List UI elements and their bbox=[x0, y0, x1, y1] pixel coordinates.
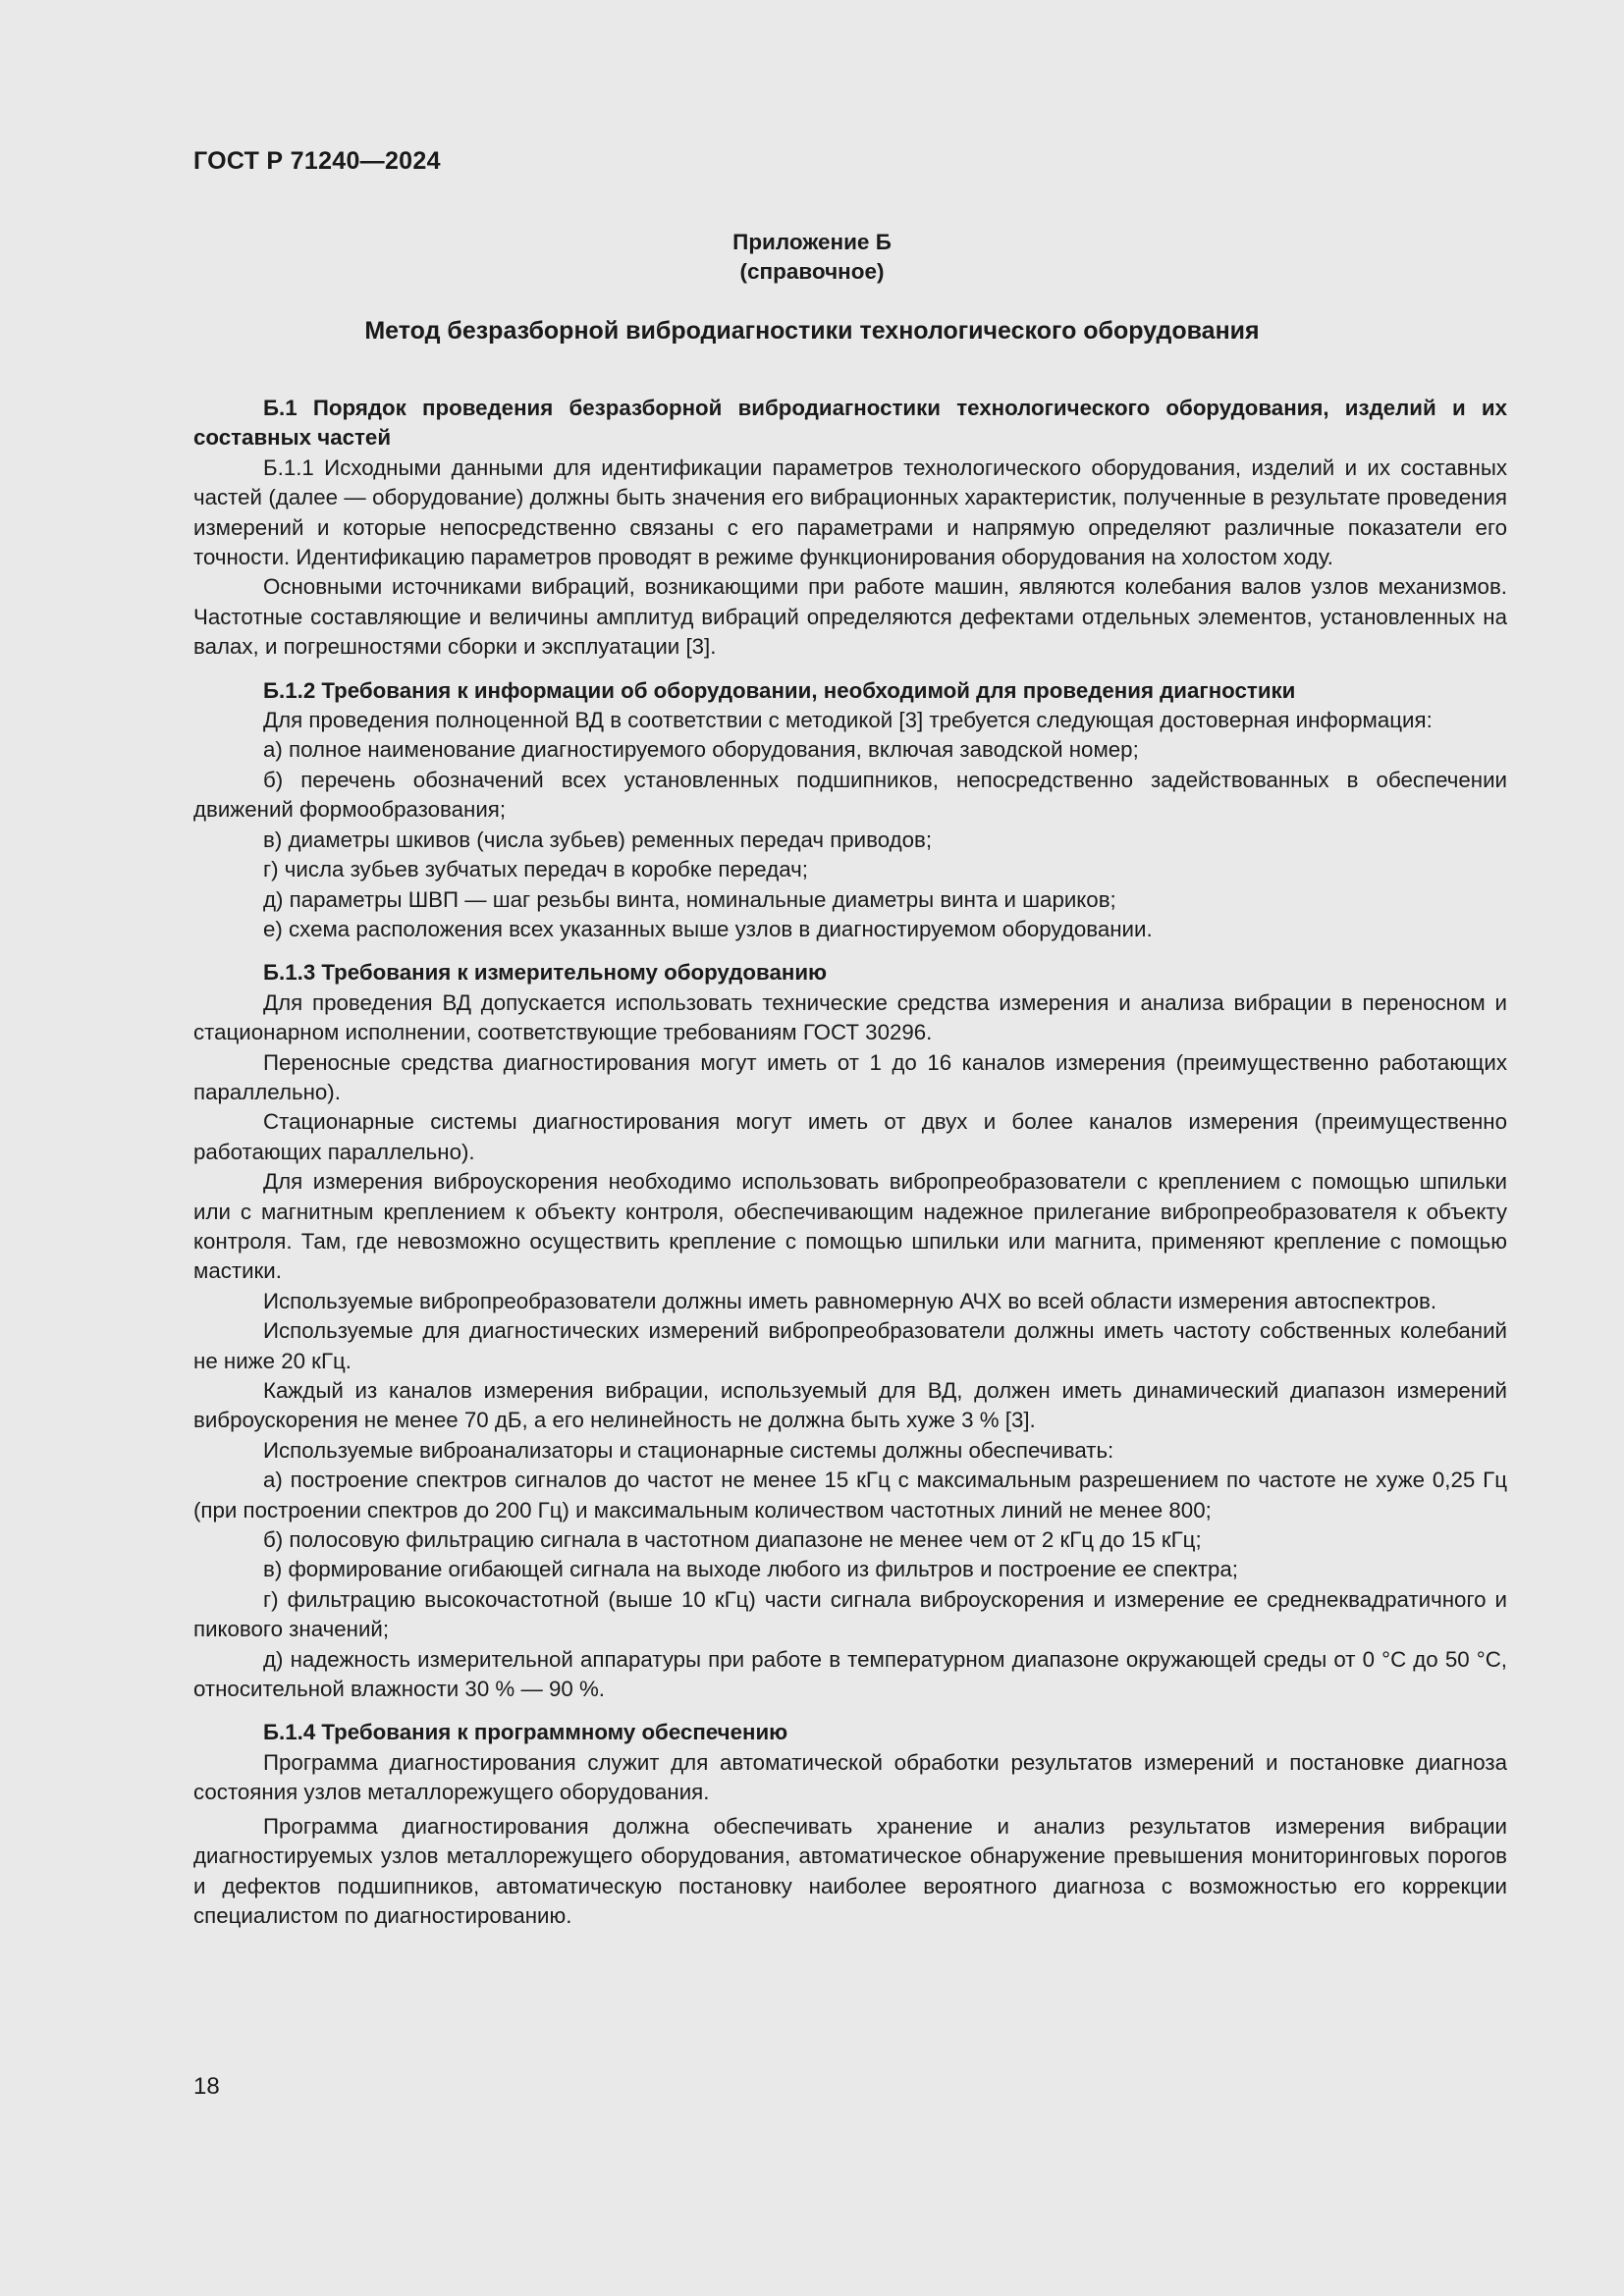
paragraph: Основными источниками вибраций, возникающими при работе машин, являются колебания валов узлов механизмов. Частотные составляющие и величины амплитуд вибраций определяются дефектами отдельных элементов, установленных на валах, и погрешностями сборки и эксплуатации [3]. bbox=[193, 574, 1507, 660]
list-item: г) числа зубьев зубчатых передач в коробке передач; bbox=[263, 857, 808, 882]
appendix-title: Метод безразборной вибродиагностики технологического оборудования bbox=[364, 317, 1260, 345]
section-heading-b13: Б.1.3 Требования к измерительному оборудованию bbox=[263, 960, 828, 986]
section-heading-b14: Б.1.4 Требования к программному обеспечению bbox=[263, 1720, 788, 1745]
paragraph: Используемые вибропреобразователи должны иметь равномерную АЧХ во всей области измерения автоспектров. bbox=[263, 1288, 1437, 1313]
paragraph: Используемые виброанализаторы и стационарные системы должны обеспечивать: bbox=[263, 1437, 1114, 1463]
section-heading-b1: Б.1 Порядок проведения безразборной вибродиагностики технологического оборудования, изделий и их составных частей bbox=[193, 396, 1507, 451]
paragraph: Стационарные системы диагностирования могут иметь от двух и более каналов измерения (преимущественно работающих параллельно). bbox=[193, 1109, 1507, 1164]
paragraph: Для измерения виброускорения необходимо использовать вибропреобразователи с креплением с помощью шпильки или с магнитным креплением к объекту контроля, обеспечивающим надежное прилегание вибропреобразователя к объекту контроля. Там, где невозможно осуществить крепление с помощью шпильки или магнита, применяют крепление с помощью мастики. bbox=[193, 1169, 1507, 1284]
list-item: в) формирование огибающей сигнала на выходе любого из фильтров и построение ее спектра; bbox=[263, 1557, 1238, 1582]
paragraph: Каждый из каналов измерения вибрации, используемый для ВД, должен иметь динамический диапазон измерений виброускорения не менее 70 дБ, а его нелинейность не должна быть хуже 3 % [3]. bbox=[193, 1378, 1507, 1433]
list-item: б) полосовую фильтрацию сигнала в частотном диапазоне не менее чем от 2 кГц до 15 кГц; bbox=[263, 1527, 1202, 1553]
section-heading-b12: Б.1.2 Требования к информации об оборудовании, необходимой для проведения диагностики bbox=[263, 677, 1296, 703]
paragraph: Используемые для диагностических измерений вибропреобразователи должны иметь частоту собственных колебаний не ниже 20 кГц. bbox=[193, 1318, 1507, 1373]
list-item: г) фильтрацию высокочастотной (выше 10 кГц) части сигнала виброускорения и измерение ее среднеквадратичного и пикового значений; bbox=[193, 1586, 1507, 1642]
paragraph: Для проведения ВД допускается использовать технические средства измерения и анализа вибрации в переносном и стационарном исполнении, соответствующие требованиям ГОСТ 30296. bbox=[193, 989, 1507, 1045]
appendix-heading bbox=[0, 228, 1624, 287]
document-body bbox=[193, 394, 1507, 1931]
paragraph: Б.1.1 Исходными данными для идентификации параметров технологического оборудования, изделий и их составных частей (далее — оборудование) должны быть значения его вибрационных характеристик, полученные в результате проведения измерений и которые непосредственно связаны с его параметрами и напрямую определяют различные показатели его точности. Идентификацию параметров проводят в режиме функционирования оборудования на холостом ходу. bbox=[193, 454, 1507, 570]
list-item: б) перечень обозначений всех установленных подшипников, непосредственно задействованных в обеспечении движений формообразования; bbox=[193, 767, 1507, 823]
list-item: в) диаметры шкивов (числа зубьев) ременных передач приводов; bbox=[263, 827, 933, 852]
page-number: 18 bbox=[193, 2073, 220, 2100]
list-item: а) построение спектров сигналов до частот не менее 15 кГц с максимальным разрешением по частоте не хуже 0,25 Гц (при построении спектров до 200 Гц) и максимальным количеством частотных линий не менее 800; bbox=[193, 1468, 1507, 1522]
list-item: а) полное наименование диагностируемого оборудования, включая заводской номер; bbox=[263, 737, 1139, 763]
list-item: д) надежность измерительной аппаратуры при работе в температурном диапазоне окружающей среды от 0 °С до 50 °С, относительной влажности 30 % — 90 %. bbox=[193, 1646, 1507, 1702]
paragraph: Программа диагностирования служит для автоматической обработки результатов измерений и постановке диагноза состояния узлов металлорежущего оборудования. bbox=[193, 1749, 1507, 1805]
list-item: д) параметры ШВП — шаг резьбы винта, номинальные диаметры винта и шариков; bbox=[263, 886, 1116, 912]
paragraph: Переносные средства диагностирования могут иметь от 1 до 16 каналов измерения (преимущественно работающих параллельно). bbox=[193, 1049, 1507, 1104]
paragraph: Программа диагностирования должна обеспечивать хранение и анализ результатов измерения вибрации диагностируемых узлов металлорежущего оборудования, автоматическое обнаружение превышения мониторинговых порогов и дефектов подшипников, автоматическую постановку наиболее вероятного диагноза с возможностью его коррекции специалистом по диагностированию. bbox=[193, 1813, 1507, 1928]
paragraph: Для проведения полноценной ВД в соответствии с методикой [3] требуется следующая достоверная информация: bbox=[263, 708, 1433, 733]
document-code: ГОСТ Р 71240—2024 bbox=[193, 147, 441, 175]
list-item: е) схема расположения всех указанных выше узлов в диагностируемом оборудовании. bbox=[263, 916, 1153, 941]
appendix-type: (справочное) bbox=[739, 259, 885, 284]
appendix-label: Приложение Б bbox=[732, 230, 892, 254]
